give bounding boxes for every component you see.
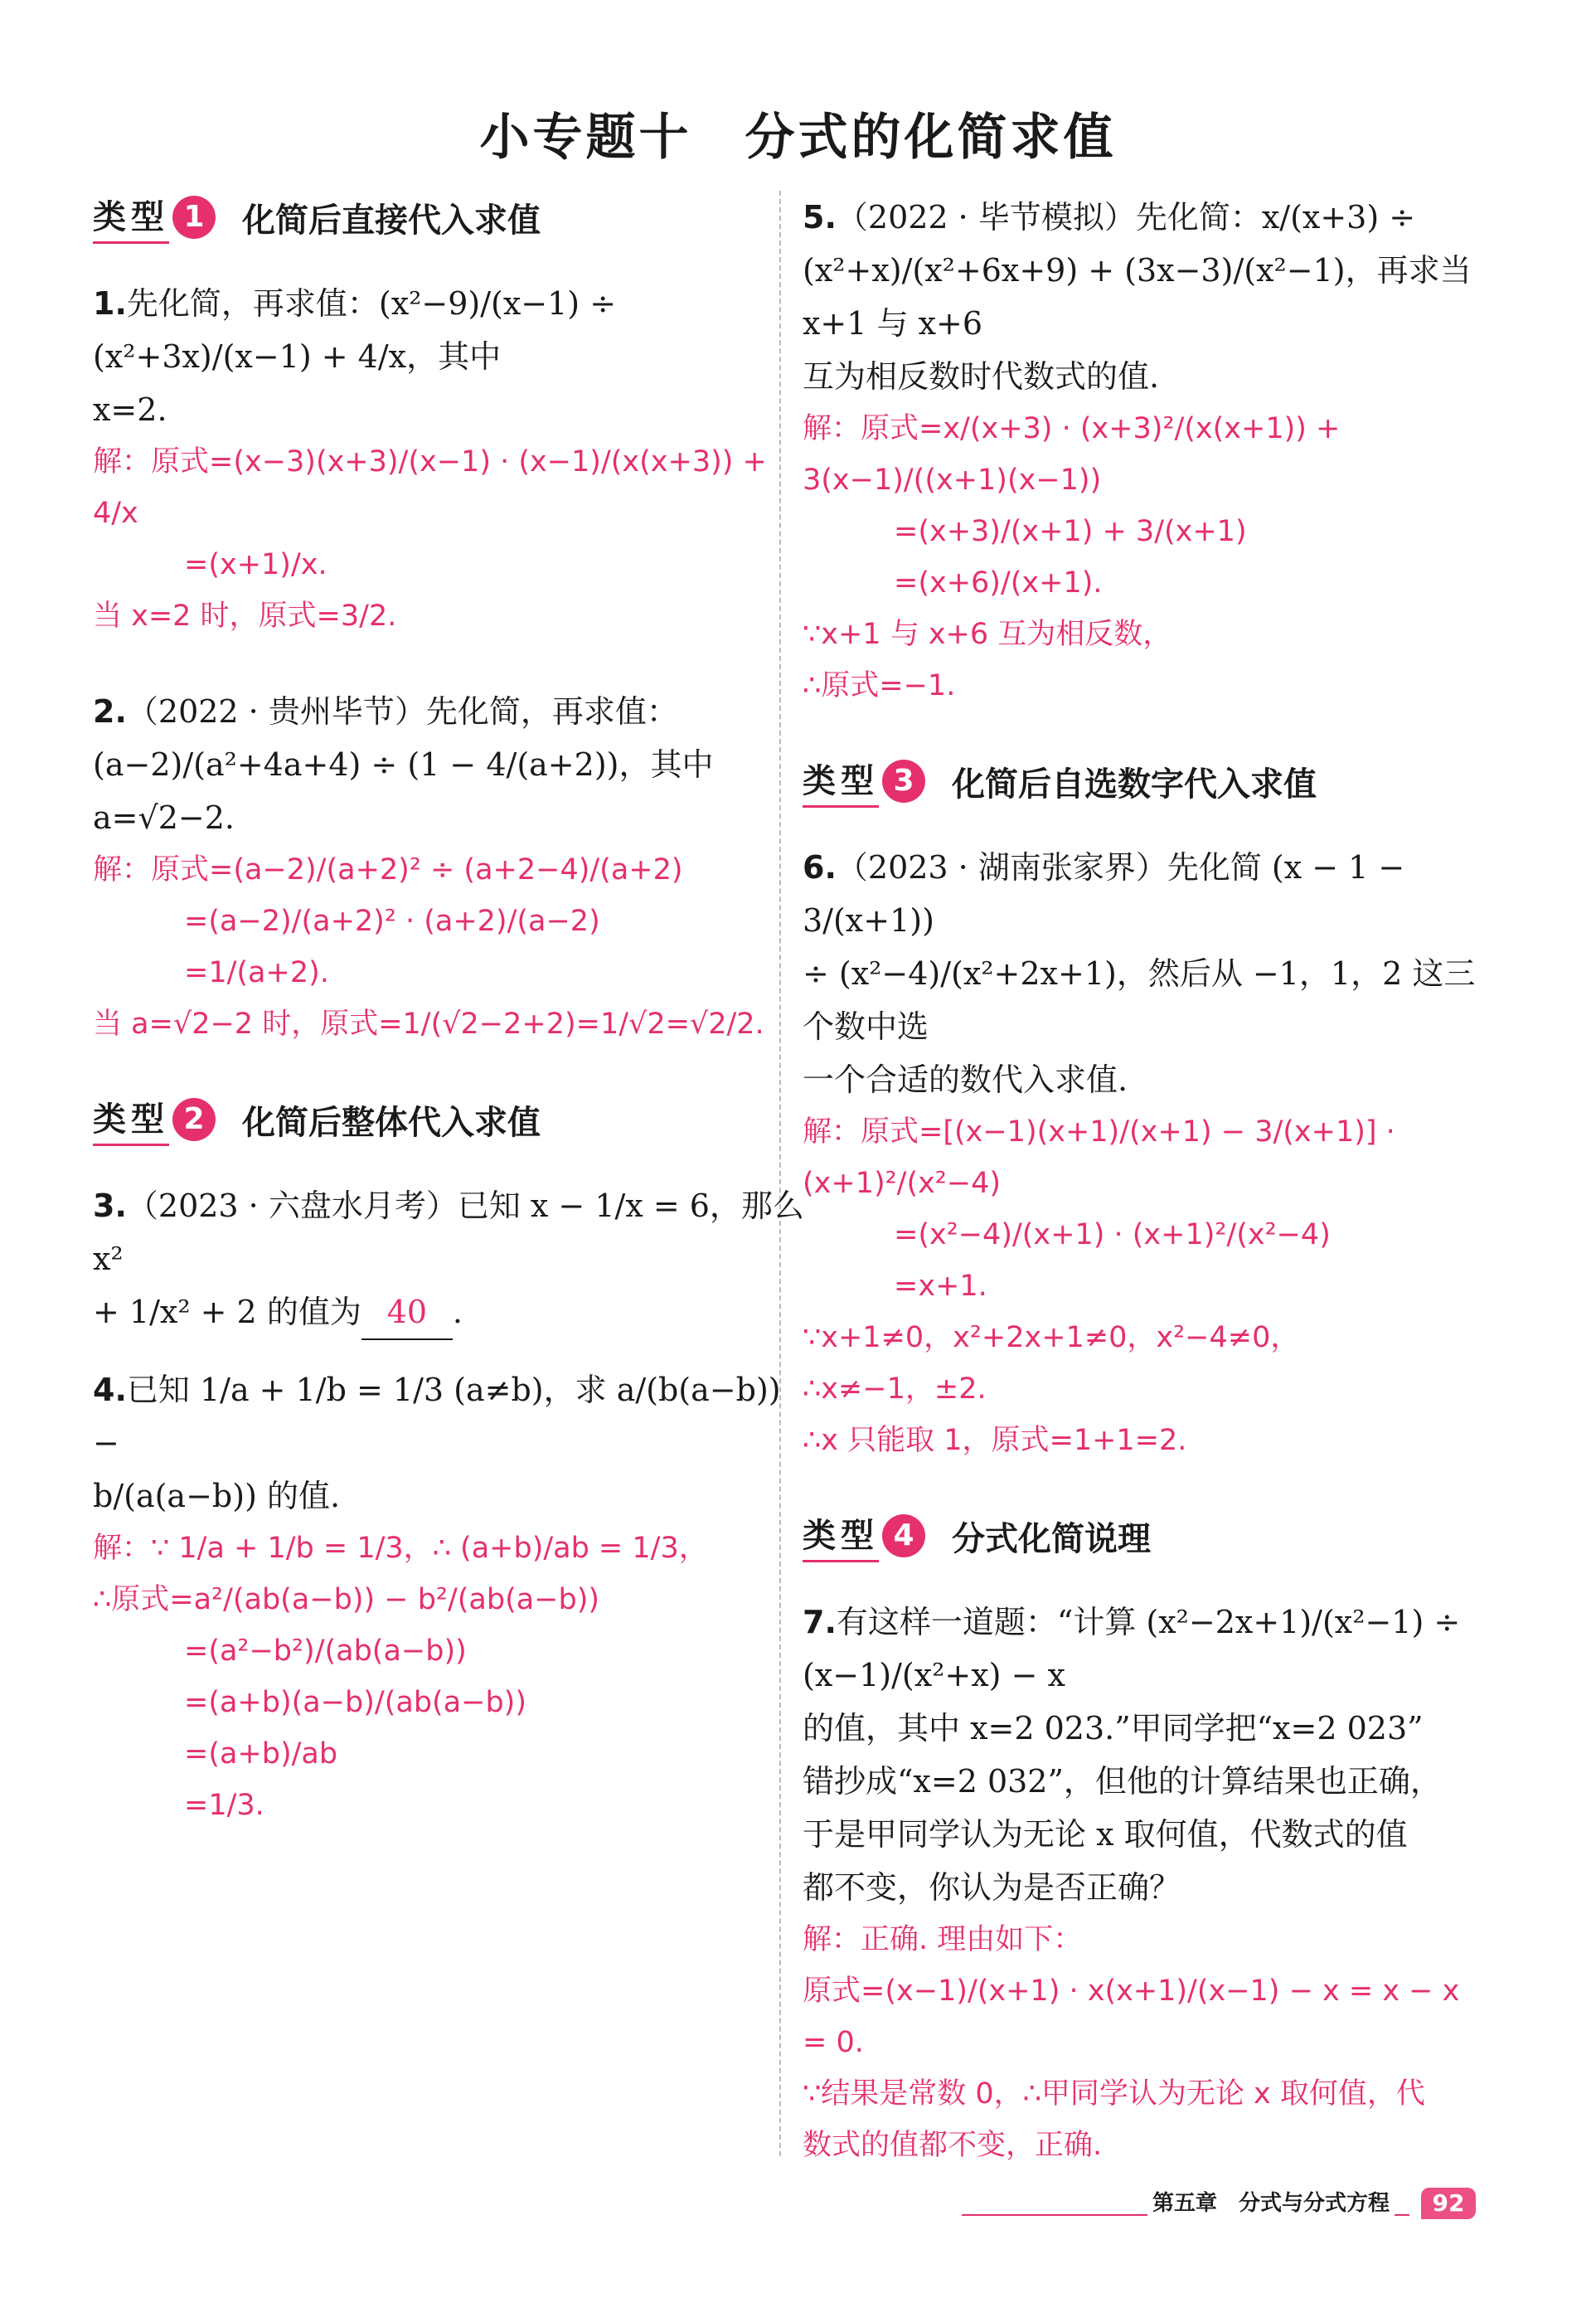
question-stem-line: 的值，其中 x=2 023.”甲同学把“x=2 023” <box>803 1710 1424 1746</box>
solution <box>93 1523 806 1831</box>
solution <box>803 1106 1482 1466</box>
solution-line: 解：原式=x/(x+3) · (x+3)²/(x(x+1)) + 3(x−1)/((x+1)(x−1)) <box>803 412 1341 497</box>
solution <box>803 1914 1482 2171</box>
question-stem-line: 于是甲同学认为无论 x 取何值，代数式的值 <box>803 1816 1408 1853</box>
question-stem <box>93 277 806 383</box>
question-text: （2022 · 贵州毕节）先化简，再求值： <box>126 693 678 730</box>
section-number-badge: 2 <box>172 1098 216 1141</box>
question-text: （2023 · 六盘水月考）已知 x − 1/x = 6，那么 x² <box>93 1188 804 1277</box>
left-column <box>93 191 806 1831</box>
solution-line: ∵x+1 与 x+6 互为相反数， <box>803 618 1172 651</box>
section-number-badge: 1 <box>172 196 216 239</box>
question-text: 有这样一道题：“计算 (x²−2x+1)/(x²−1) ÷ (x−1)/(x²+x) − x <box>803 1604 1461 1693</box>
solution-line: 解：原式=(x−3)(x+3)/(x−1) · (x−1)/(x(x+3)) + 4/x <box>93 445 767 530</box>
solution-line: =(a−2)/(a+2)² · (a+2)/(a−2) <box>184 905 600 938</box>
chapter-label: 第五章 分式与分式方程 <box>1147 2186 1395 2217</box>
question-number: 3. <box>93 1188 127 1224</box>
solution-line: =(x+6)/(x+1). <box>894 566 1103 600</box>
question-stem-line: 错抄成“x=2 032”，但他的计算结果也正确， <box>803 1763 1442 1800</box>
section-tag: 类型 <box>803 755 879 808</box>
solution-line: 解：原式=(a−2)/(a+2)² ÷ (a+2−4)/(a+2) <box>93 853 683 887</box>
question-text: （2023 · 湖南张家界）先化简 (x − 1 − 3/(x+1)) <box>803 849 1405 939</box>
question-6 <box>803 841 1482 1466</box>
solution-line: =(x²−4)/(x+1) · (x+1)²/(x²−4) <box>894 1218 1331 1251</box>
section-number-badge: 4 <box>882 1514 925 1557</box>
question-text: （2022 · 毕节模拟）先化简：x/(x+3) ÷ <box>836 199 1416 236</box>
section-header-4 <box>803 1509 1482 1562</box>
answer-blank: 40 <box>361 1285 453 1340</box>
solution-line: 解：∵ 1/a + 1/b = 1/3，∴ (a+b)/ab = 1/3， <box>93 1532 708 1565</box>
question-4 <box>93 1363 806 1831</box>
question-stem-line: b/(a(a−b)) 的值. <box>93 1478 341 1514</box>
question-stem <box>803 1596 1482 1702</box>
solution <box>803 403 1482 712</box>
solution-line: 当 a=√2−2 时，原式=1/(√2−2+2)=1/√2=√2/2. <box>93 1008 764 1041</box>
section-tag: 类型 <box>803 1509 879 1562</box>
solution-line: ∴原式=a²/(ab(a−b)) − b²/(ab(a−b)) <box>93 1583 600 1616</box>
section-header-2 <box>93 1093 806 1146</box>
question-text: + 1/x² + 2 的值为 <box>93 1294 361 1330</box>
section-label: 分式化简说理 <box>952 1519 1151 1558</box>
question-stem <box>803 841 1482 947</box>
question-stem-line: 一个合适的数代入求值. <box>803 1061 1128 1098</box>
question-stem-line <box>93 1285 806 1340</box>
section-tag: 类型 <box>93 191 169 244</box>
question-number: 5. <box>803 199 837 236</box>
question-number: 1. <box>93 285 127 322</box>
solution-line: =(a+b)/ab <box>184 1737 338 1771</box>
solution-line: =(a+b)(a−b)/(ab(a−b)) <box>184 1686 526 1719</box>
solution-line: ∵x+1≠0，x²+2x+1≠0，x²−4≠0， <box>803 1321 1300 1354</box>
solution-line: ∴原式=−1. <box>803 669 956 702</box>
solution-line: =1/(a+2). <box>184 956 329 989</box>
solution-line: ∴x 只能取 1，原式=1+1=2. <box>803 1424 1187 1457</box>
question-stem-line: ÷ (x²−4)/(x²+2x+1)，然后从 −1，1，2 这三个数中选 <box>803 955 1476 1045</box>
section-label: 化简后整体代入求值 <box>242 1103 541 1142</box>
page-number: 92 <box>1421 2188 1476 2219</box>
question-stem-line: 互为相反数时代数式的值. <box>803 358 1160 395</box>
question-text: . <box>452 1294 463 1330</box>
question-stem-line: 都不变，你认为是否正确？ <box>803 1869 1181 1906</box>
section-number-badge: 3 <box>882 760 925 803</box>
question-7 <box>803 1596 1482 2171</box>
solution-line: 数式的值都不变，正确. <box>803 2129 1103 2162</box>
question-stem <box>803 191 1482 244</box>
question-number: 6. <box>803 849 837 886</box>
question-5 <box>803 191 1482 712</box>
question-stem-line: (x²+x)/(x²+6x+9) + (3x−3)/(x²−1)，再求当 x+1 与 x+6 <box>803 252 1472 342</box>
page-footer <box>962 2186 1476 2226</box>
question-stem <box>93 1363 806 1469</box>
question-number: 7. <box>803 1604 837 1640</box>
section-label: 化简后自选数字代入求值 <box>952 765 1317 804</box>
solution-line: ∵结果是常数 0，∴甲同学认为无论 x 取何值，代 <box>803 2077 1425 2111</box>
solution-line: ∴x≠−1，±2. <box>803 1372 987 1406</box>
question-stem-line: (a−2)/(a²+4a+4) ÷ (1 − 4/(a+2))，其中 a=√2−2. <box>93 746 714 836</box>
question-3 <box>93 1179 806 1340</box>
question-1 <box>93 277 806 642</box>
section-header-3 <box>803 755 1482 808</box>
solution <box>93 436 806 642</box>
solution-line: =(a²−b²)/(ab(a−b)) <box>184 1635 467 1668</box>
solution <box>93 844 806 1050</box>
question-stem <box>93 1179 806 1285</box>
solution-line: =(x+1)/x. <box>184 548 327 581</box>
question-2 <box>93 685 806 1050</box>
solution-line: =(x+3)/(x+1) + 3/(x+1) <box>894 515 1247 548</box>
section-tag: 类型 <box>93 1093 169 1146</box>
section-label: 化简后直接代入求值 <box>242 201 541 240</box>
solution-line: 解：正确. 理由如下： <box>803 1923 1083 1956</box>
question-text: 先化简，再求值：(x²−9)/(x−1) ÷ (x²+3x)/(x−1) + 4/x，其中 <box>93 285 617 375</box>
solution-line: =x+1. <box>894 1270 987 1303</box>
question-text: 已知 1/a + 1/b = 1/3 (a≠b)，求 a/(b(a−b)) − <box>93 1372 781 1461</box>
right-column <box>803 191 1482 2171</box>
page-title: 小专题十 分式的化简求值 <box>479 109 1117 167</box>
question-number: 2. <box>93 693 127 730</box>
question-stem <box>93 685 806 738</box>
question-number: 4. <box>93 1372 127 1408</box>
solution-line: 解：原式=[(x−1)(x+1)/(x+1) − 3/(x+1)] · (x+1)²/(x²−4) <box>803 1115 1395 1200</box>
solution-line: =1/3. <box>184 1789 264 1822</box>
solution-line: 原式=(x−1)/(x+1) · x(x+1)/(x−1) − x = x − x = 0. <box>803 1975 1460 2059</box>
section-header-1 <box>93 191 806 244</box>
question-stem-line: x=2. <box>93 391 167 428</box>
solution-line: 当 x=2 时，原式=3/2. <box>93 600 397 633</box>
